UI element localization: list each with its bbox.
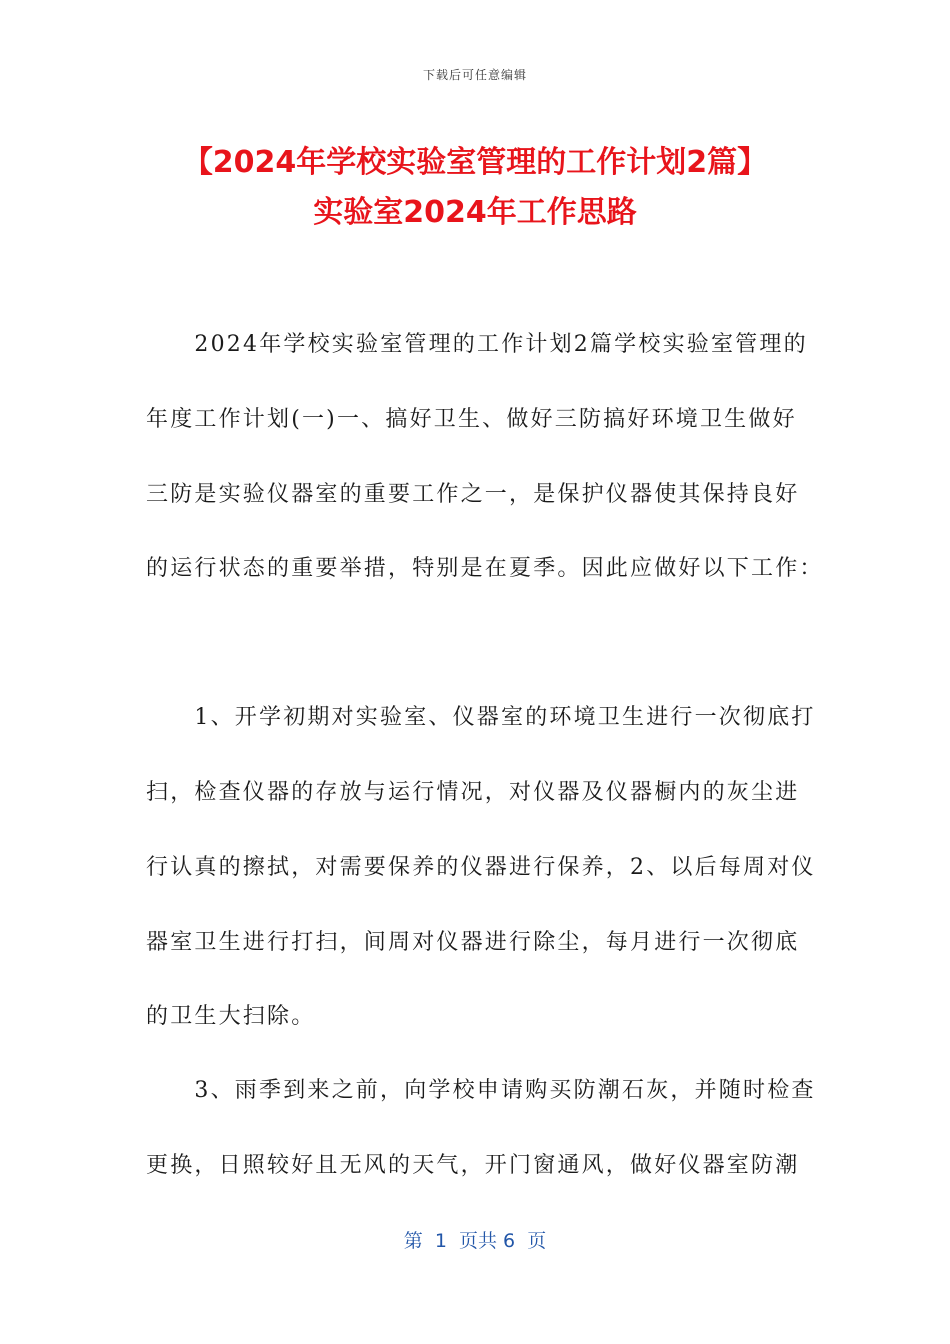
body-line: 更换，日照较好且无风的天气，开门窗通风，做好仪器室防潮 <box>146 1153 800 1178</box>
document-title <box>60 138 890 238</box>
body-line: 器室卫生进行打扫，间周对仪器进行除尘，每月进行一次彻底 <box>146 930 800 955</box>
title-line-2: 实验室2024年工作思路 <box>313 195 637 230</box>
page-number: 第 1 页共 6 页 <box>403 1230 547 1252</box>
body-line: 3、雨季到来之前，向学校申请购买防潮石灰，并随时检查 <box>146 1078 816 1103</box>
body-line: 2024年学校实验室管理的工作计划2篇学校实验室管理的 <box>146 332 808 357</box>
body-line: 三防是实验仪器室的重要工作之一，是保护仪器使其保持良好 <box>146 482 800 507</box>
title-line-1: 【2024年学校实验室管理的工作计划2篇】 <box>182 145 768 180</box>
body-line: 的运行状态的重要举措，特别是在夏季。因此应做好以下工作： <box>146 556 824 581</box>
body-line: 行认真的擦拭，对需要保养的仪器进行保养，2、以后每周对仪 <box>146 855 816 880</box>
body-line: 1、开学初期对实验室、仪器室的环境卫生进行一次彻底打 <box>146 705 816 730</box>
body-line: 扫，检查仪器的存放与运行情况，对仪器及仪器橱内的灰尘进 <box>146 780 800 805</box>
header-note: 下载后可任意编辑 <box>422 68 527 82</box>
body-line: 年度工作计划(一)一、搞好卫生、做好三防搞好环境卫生做好 <box>146 407 797 432</box>
body-line: 的卫生大扫除。 <box>146 1004 316 1029</box>
